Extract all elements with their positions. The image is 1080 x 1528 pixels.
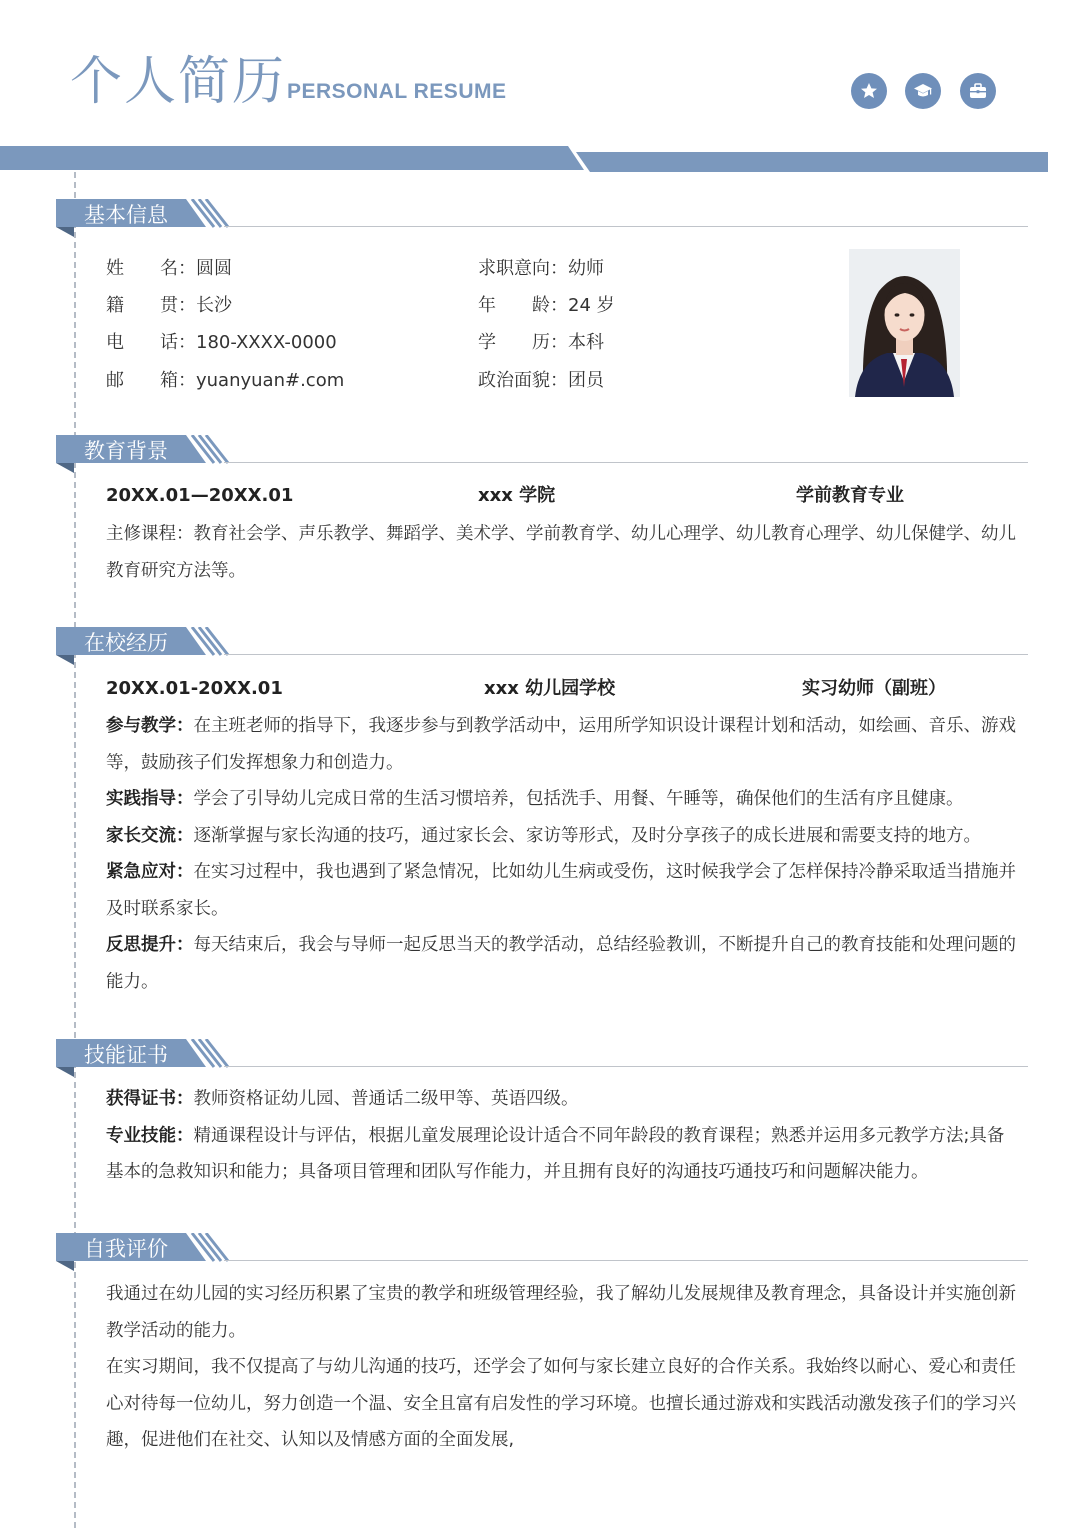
section-header-basic (56, 199, 1036, 235)
campus-role: 实习幼师（副班） (802, 678, 946, 699)
edu-courses: 主修课程：教育社会学、声乐教学、舞蹈学、美术学、学前教育学、幼儿心理学、幼儿教育心理学、幼儿保健学、幼儿教育研究方法等。 (106, 524, 1016, 581)
section-rule (224, 1066, 1028, 1067)
info-hometown: 籍 贯：长沙 (106, 295, 232, 316)
profile-photo (849, 249, 960, 397)
self-eval-text (106, 1276, 1021, 1459)
section-header-education (56, 435, 1036, 471)
list-item: 专业技能：精通课程设计与评估，根据儿童发展理论设计适合不同年龄段的教育课程；熟悉并运用多元教学方法;具备基本的急救知识和能力；具备项目管理和团队写作能力，并且拥有良好的沟通技巧通技巧和问题解决能力。 (106, 1125, 1005, 1182)
info-job-intent: 求职意向：幼师 (478, 258, 604, 279)
list-item: 反思提升：每天结束后，我会与导师一起反思当天的教学活动，总结经验教训，不断提升自己的教育技能和处理问题的能力。 (106, 935, 1016, 992)
campus-org: xxx 幼儿园学校 (484, 678, 616, 699)
info-degree: 学 历：本科 (478, 332, 604, 353)
list-item: 家长交流：逐渐掌握与家长沟通的技巧，通过家长会、家访等形式，及时分享孩子的成长进展和需要支持的地方。 (106, 825, 981, 846)
section-title: 技能证书 (84, 1043, 168, 1067)
list-item: 参与教学：在主班老师的指导下，我逐步参与到教学活动中，运用所学知识设计课程计划和活动，如绘画、音乐、游戏等，鼓励孩子们发挥想象力和创造力。 (106, 716, 1016, 773)
section-title: 在校经历 (84, 631, 168, 655)
section-rule (224, 654, 1028, 655)
edu-school: xxx 学院 (478, 485, 556, 506)
list-item: 获得证书：教师资格证幼儿园、普通话二级甲等、英语四级。 (106, 1089, 579, 1109)
edu-period: 20XX.01—20XX.01 (106, 485, 294, 506)
section-rule (224, 226, 1028, 227)
section-rule (224, 1260, 1028, 1261)
campus-period: 20XX.01-20XX.01 (106, 678, 283, 699)
list-item: 紧急应对：在实习过程中，我也遇到了紧急情况，比如幼儿生病或受伤，这时候我学会了怎样保持冷静采取适当措施并及时联系家长。 (106, 862, 1016, 919)
info-political: 政治面貌：团员 (478, 370, 604, 391)
skills-list (106, 1081, 1021, 1191)
section-title: 教育背景 (84, 439, 168, 463)
campus-experience-list (106, 708, 1021, 1000)
info-phone: 电 话：180-XXXX-0000 (106, 332, 337, 353)
paragraph: 在实习期间，我不仅提高了与幼儿沟通的技巧，还学会了如何与家长建立良好的合作关系。我始终以耐心、爱心和责任心对待每一位幼儿，努力创造一个温、安全且富有启发性的学习环境。也擅长通过游戏和实践活动激发孩子们的学习兴趣，促进他们在社交、认知以及情感方面的全面发展, (106, 1357, 1016, 1450)
header-banner (0, 142, 1080, 174)
briefcase-icon (960, 73, 996, 109)
timeline-dashed-line (74, 172, 76, 1528)
section-rule (224, 462, 1028, 463)
section-header-self-eval (56, 1233, 1036, 1269)
info-name: 姓 名：圆圆 (106, 258, 232, 279)
info-age: 年 龄：24 岁 (478, 295, 615, 316)
edu-major: 学前教育专业 (796, 485, 904, 506)
star-icon (851, 73, 887, 109)
graduation-cap-icon (905, 73, 941, 109)
section-header-skills (56, 1039, 1036, 1075)
info-email: 邮 箱：yuanyuan#.com (106, 370, 345, 391)
section-title: 自我评价 (84, 1237, 168, 1261)
section-title: 基本信息 (84, 203, 168, 227)
page-title: 个人简历 (70, 52, 287, 112)
section-header-campus (56, 627, 1036, 663)
list-item: 实践指导：学会了引导幼儿完成日常的生活习惯培养，包括洗手、用餐、午睡等，确保他们的生活有序且健康。 (106, 789, 964, 809)
page-subtitle: PERSONAL RESUME (287, 80, 507, 103)
paragraph: 我通过在幼儿园的实习经历积累了宝贵的教学和班级管理经验，我了解幼儿发展规律及教育理念，具备设计并实施创新教学活动的能力。 (106, 1284, 1016, 1341)
